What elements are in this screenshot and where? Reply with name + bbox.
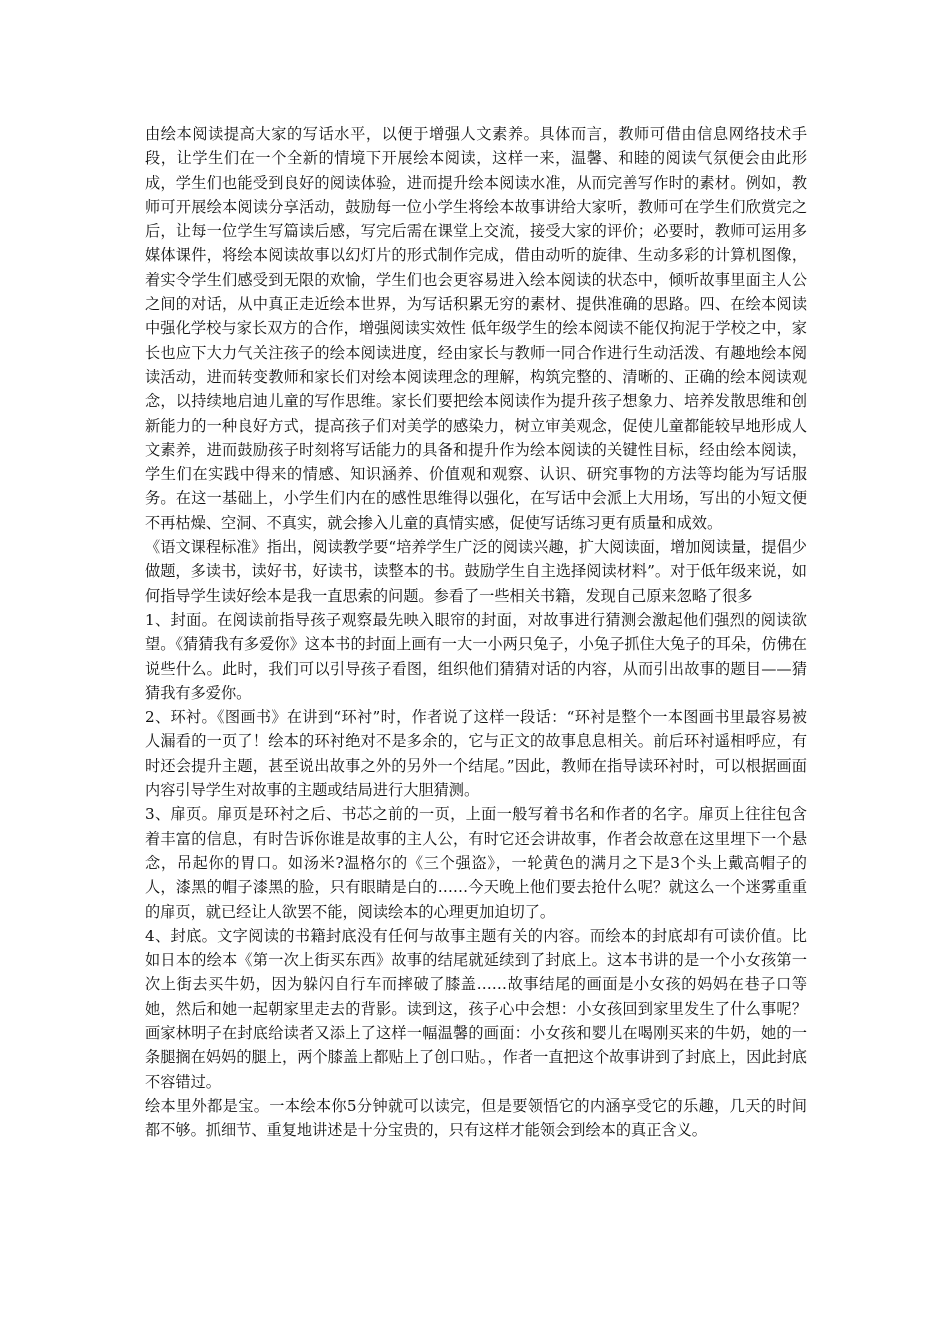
paragraph-back-cover: 4、封底。文字阅读的书籍封底没有任何与故事主题有关的内容。而绘本的封底却有可读价值。比如日本的绘本《第一次上街买东西》故事的结尾就延续到了封底上。这本书讲的是一个小女孩第一次上街去买牛奶，因为躲闪自行车而摔破了膝盖……故事结尾的画面是小女孩的妈妈在巷子口等她，然后和她一起朝家里走去的背影。读到这，孩子心中会想：小女孩回到家里发生了什么事呢？画家林明子在封底给读者又添上了这样一幅温馨的画面：小女孩和婴儿在喝刚买来的牛奶，她的一条腿搁在妈妈的腿上，两个膝盖上都贴上了创口贴。，作者一直把这个故事讲到了封底上，因此封底不容错过。 — [145, 926, 807, 1091]
paragraph-title-page: 3、扉页。扉页是环衬之后、书芯之前的一页，上面一般写着书名和作者的名字。扉页上往往包含着丰富的信息，有时告诉你谁是故事的主人公，有时它还会讲故事，作者会故意在这里埋下一个悬念，吊起你的胃口。如汤米?温格尔的《三个强盗》，一轮黄色的满月之下是3个头上戴高帽子的人，漆黑的帽子漆黑的脸，只有眼睛是白的……今天晚上他们要去抢什么呢？就这么一个迷雾重重的扉页，就已经让人欲罢不能，阅读绘本的心理更加迫切了。 — [145, 805, 807, 921]
paragraph-curriculum-standard: 《语文课程标准》指出，阅读教学要“培养学生广泛的阅读兴趣，扩大阅读面，增加阅读量，提倡少做题，多读书，读好书，好读书，读整本的书。鼓励学生自主选择阅读材料”。对于低年级来说，如何指导学生读好绘本是我一直思索的问题。参看了一些相关书籍，发现自己原来忽略了很多 — [145, 538, 807, 605]
paragraph-endpaper: 2、环衬。《图画书》在讲到“环衬”时，作者说了这样一段话：“环衬是整个一本图画书里最容易被人漏看的一页了！绘本的环衬绝对不是多余的，它与正文的故事息息相关。前后环衬遥相呼应，有时还会提升主题，甚至说出故事之外的另外一个结尾。”因此，教师在指导读环衬时，可以根据画面内容引导学生对故事的主题或结局进行大胆猜测。 — [145, 708, 807, 800]
paragraph-conclusion: 绘本里外都是宝。一本绘本你5分钟就可以读完，但是要领悟它的内涵享受它的乐趣，几天的时间都不够。抓细节、重复地讲述是十分宝贵的，只有这样才能领会到绘本的真正含义。 — [145, 1096, 807, 1140]
document-body — [145, 122, 807, 1142]
paragraph-intro: 由绘本阅读提高大家的写话水平，以便于增强人文素养。具体而言，教师可借由信息网络技术手段，让学生们在一个全新的情境下开展绘本阅读，这样一来，温馨、和睦的阅读气氛便会由此形成，学生们也能受到良好的阅读体验，进而提升绘本阅读水准，从而完善写作时的素材。例如，教师可开展绘本阅读分享活动，鼓励每一位小学生将绘本故事讲给大家听，教师可在学生们欣赏完之后，让每一位学生写篇读后感，写完后需在课堂上交流，接受大家的评价；必要时，教师可运用多媒体课件，将绘本阅读故事以幻灯片的形式制作完成，借由动听的旋律、生动多彩的计算机图像，着实令学生们感受到无限的欢愉，学生们也会更容易进入绘本阅读的状态中，倾听故事里面主人公之间的对话，从中真正走近绘本世界，为写话积累无穷的素材、提供准确的思路。四、在绘本阅读中强化学校与家长双方的合作，增强阅读实效性 低年级学生的绘本阅读不能仅拘泥于学校之中，家长也应下大力气关注孩子的绘本阅读进度，经由家长与教师一同合作进行生动活泼、有趣地绘本阅读活动，进而转变教师和家长们对绘本阅读理念的理解，构筑完整的、清晰的、正确的绘本阅读观念，以持续地启迪儿童的写作思维。家长们要把绘本阅读作为提升孩子想象力、培养发散思维和创新能力的一种良好方式，提高孩子们对美学的感染力，树立审美观念，促使儿童都能较早地形成人文素养，进而鼓励孩子时刻将写话能力的具备和提升作为绘本阅读的关键性目标，经由绘本阅读，学生们在实践中得来的情感、知识涵养、价值观和观察、认识、研究事物的方法等均能为写话服务。在这一基础上，小学生们内在的感性思维得以强化，在写话中会派上大用场，写出的小短文便不再枯燥、空洞、不真实，就会掺入儿童的真情实感，促使写话练习更有质量和成效。 — [145, 125, 807, 532]
paragraph-cover: 1、封面。在阅读前指导孩子观察最先映入眼帘的封面，对故事进行猜测会激起他们强烈的阅读欲望。《猜猜我有多爱你》这本书的封面上画有一大一小两只兔子，小兔子抓住大兔子的耳朵，仿佛在说些什么。此时，我们可以引导孩子看图，组织他们猜猜对话的内容，从而引出故事的题目——猜猜我有多爱你。 — [145, 610, 807, 702]
